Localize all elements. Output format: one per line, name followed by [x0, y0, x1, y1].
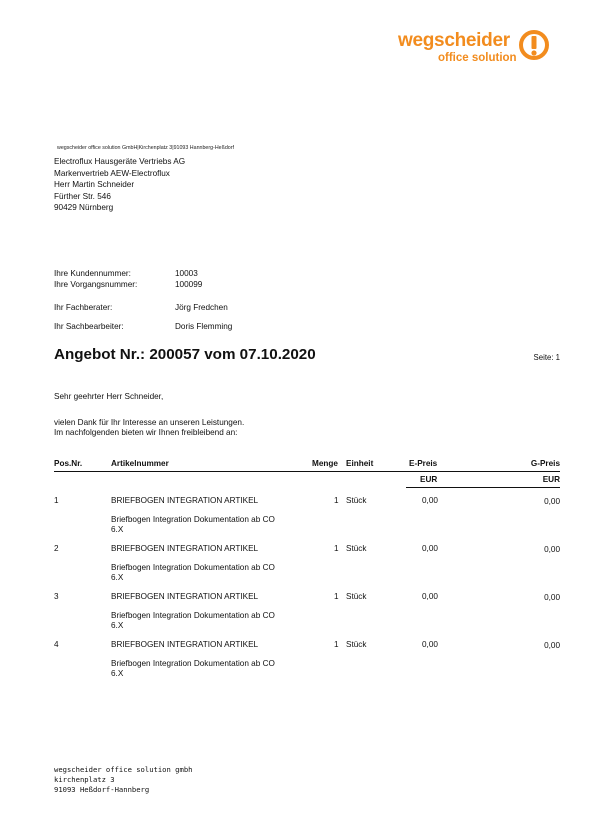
row-unit: Stück: [346, 592, 367, 601]
page-number: Seite: 1: [533, 353, 560, 362]
row-pos: 3: [54, 592, 59, 601]
meta-value: Doris Flemming: [175, 322, 233, 331]
row-qty: 1: [334, 592, 339, 601]
row-article: BRIEFBOGEN INTEGRATION ARTIKEL: [111, 544, 259, 553]
row-pos: 4: [54, 640, 59, 649]
power-circle-icon: [518, 29, 550, 61]
meta-value: 10003: [175, 269, 198, 278]
meta-label: Ihre Kundennummer:: [54, 269, 131, 278]
row-pos: 2: [54, 544, 59, 553]
currency-divider: [406, 487, 560, 488]
salutation: Sehr geehrter Herr Schneider,: [54, 392, 164, 401]
row-unit-price: 0,00: [422, 544, 438, 553]
row-description: Briefbogen Integration Dokumentation ab CO 6.X: [111, 563, 275, 583]
header-unit: Einheit: [346, 459, 374, 468]
footer-street: kirchenplatz 3: [54, 775, 115, 785]
currency-unit-price: EUR: [420, 475, 438, 484]
recipient-city: 90429 Nürnberg: [54, 203, 114, 213]
row-total-price: 0,00: [544, 545, 560, 554]
header-pos: Pos.Nr.: [54, 459, 83, 468]
row-description: Briefbogen Integration Dokumentation ab CO 6.X: [111, 611, 275, 631]
logo-subtitle: office solution: [438, 52, 517, 64]
row-unit: Stück: [346, 640, 367, 649]
meta-value: 100099: [175, 280, 203, 289]
meta-value: Jörg Fredchen: [175, 303, 228, 312]
meta-label: Ihr Sachbearbeiter:: [54, 322, 124, 331]
row-unit: Stück: [346, 496, 367, 505]
row-unit-price: 0,00: [422, 640, 438, 649]
meta-label: Ihr Fachberater:: [54, 303, 113, 312]
intro-line-2: Im nachfolgenden bieten wir Ihnen freibleibend an:: [54, 428, 238, 437]
logo-name: wegscheider: [398, 30, 510, 51]
row-article: BRIEFBOGEN INTEGRATION ARTIKEL: [111, 592, 259, 601]
recipient-address: [54, 156, 185, 214]
meta-label: Ihre Vorgangsnummer:: [54, 280, 138, 289]
currency-total-price: EUR: [542, 475, 560, 484]
recipient-division: Markenvertrieb AEW-Electroflux: [54, 168, 170, 178]
footer-company: wegscheider office solution gmbh: [54, 765, 193, 774]
row-pos: 1: [54, 496, 59, 505]
document-title: Angebot Nr.: 200057 vom 07.10.2020: [54, 346, 316, 363]
row-description: Briefbogen Integration Dokumentation ab CO 6.X: [111, 659, 275, 679]
header-unit-price: E-Preis: [409, 459, 438, 468]
recipient-company: Electroflux Hausgeräte Vertriebs AG: [54, 157, 186, 166]
row-qty: 1: [334, 544, 339, 553]
footer-address: [54, 765, 192, 796]
row-unit-price: 0,00: [422, 592, 438, 601]
header-article: Artikelnummer: [111, 459, 169, 468]
row-qty: 1: [334, 496, 339, 505]
row-article: BRIEFBOGEN INTEGRATION ARTIKEL: [111, 640, 259, 649]
row-total-price: 0,00: [544, 593, 560, 602]
row-total-price: 0,00: [544, 497, 560, 506]
row-unit-price: 0,00: [422, 496, 438, 505]
row-unit: Stück: [346, 544, 367, 553]
recipient-person: Herr Martin Schneider: [54, 180, 135, 190]
recipient-street: Fürther Str. 546: [54, 191, 111, 201]
intro-line-1: vielen Dank für Ihr Interesse an unseren Leistungen.: [54, 418, 245, 427]
row-article: BRIEFBOGEN INTEGRATION ARTIKEL: [111, 496, 259, 505]
header-qty: Menge: [312, 459, 338, 468]
header-divider: [54, 471, 560, 472]
row-total-price: 0,00: [544, 641, 560, 650]
row-qty: 1: [334, 640, 339, 649]
sender-line: wegscheider office solution GmbH|Kirchenplatz 3|91093 Hannberg-Heßdorf: [57, 145, 234, 151]
header-total-price: G-Preis: [530, 459, 560, 468]
row-description: Briefbogen Integration Dokumentation ab CO 6.X: [111, 515, 275, 535]
footer-city: 91093 Heßdorf-Hannberg: [54, 785, 150, 795]
company-logo: [398, 29, 558, 69]
